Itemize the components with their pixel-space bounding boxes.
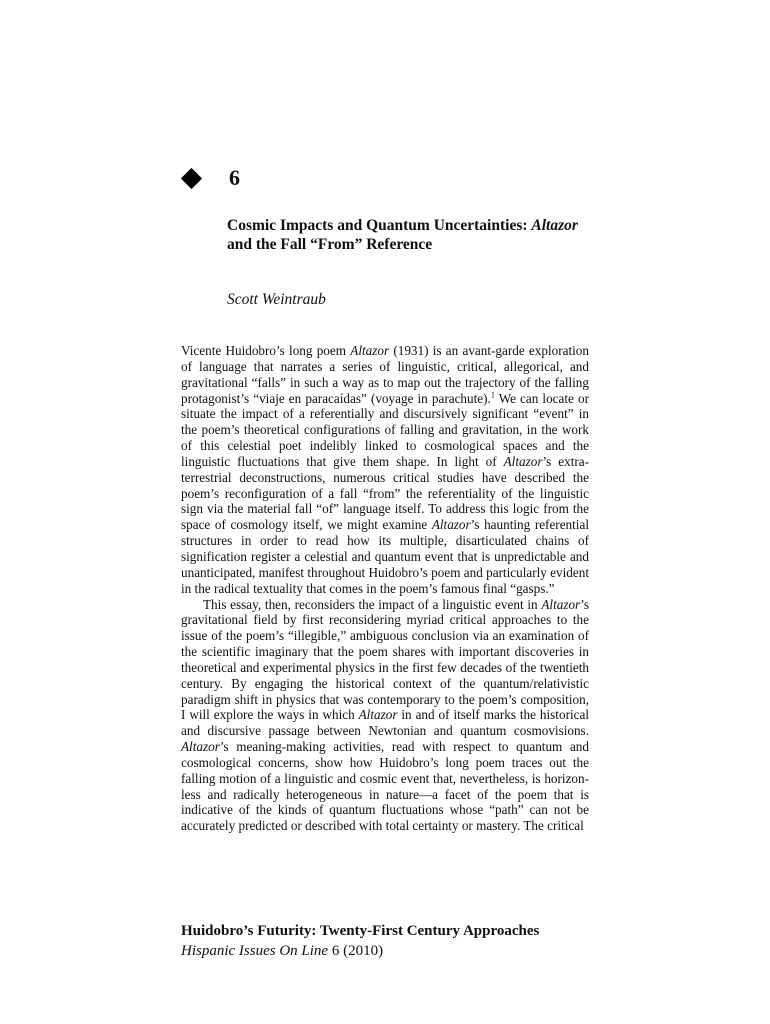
italic-work-title: Altazor <box>350 343 390 358</box>
body-text <box>181 343 589 834</box>
text-run: ’s haunting referential structures in order to read how its multiple, disarticulated chains of signification register a celestial and quantum event that is unpredictable and unanticipated, manifest throughout Huidobro’s poem and particularly evident in the radical textuality that comes in the poem’s famous final “gasps.” <box>181 517 589 596</box>
chapter-number: 6 <box>229 165 240 190</box>
text-run: ’s extra-terrestrial deconstructions, numerous critical studies have described the poem’s reconfiguration of a fall “from” the referentiality of the linguistic sign via the material fall “of” language itself. To address this logic from the space of cosmology itself, we might examine <box>181 453 590 533</box>
italic-work-title: Altazor <box>181 739 220 755</box>
italic-work-title: Altazor <box>503 453 543 469</box>
text-run: (1931) is an avant-garde exploration of language that narrates a series of linguistic, critical, allegorical, and gravitational “falls” in such a way as to map out the trajectory of the falling protagonist’s “viaje en paracaídas” (voyage in parachute). <box>181 343 589 406</box>
paragraph <box>181 597 589 835</box>
footnote-marker: 1 <box>490 390 495 400</box>
author-name: Scott Weintraub <box>227 291 326 308</box>
text-run: Vicente Huidobro’s long poem <box>181 343 351 358</box>
italic-work-title: Altazor <box>541 596 581 612</box>
chapter-title <box>227 216 607 254</box>
journal-citation <box>181 941 601 961</box>
text-run: This essay, then, reconsiders the impact of a linguistic event in <box>203 596 542 612</box>
book-title: Huidobro’s Futurity: Twenty-First Century Approaches <box>181 923 540 939</box>
diamond-icon <box>181 163 199 193</box>
text-run: We can locate or situate the impact of a referentially and discursively significant “event” in the poem’s theoretical configurations of falling and gravitation, in the work of this celestial poet indelibly linked to cosmological spaces and the linguistic fluctuations that give them shape. In light of <box>181 390 589 469</box>
chapter-title-line-1 <box>227 216 607 235</box>
journal-issue: 6 (2010) <box>328 943 384 959</box>
paragraph <box>181 343 589 597</box>
journal-name: Hispanic Issues On Line <box>181 943 329 959</box>
italic-work-title: Altazor <box>431 517 471 533</box>
text-run: ’s gravitational field by first reconsidering myriad critical approaches to the issue of the poem’s “illegible,” ambiguous conclusion via an examination of the scientific imaginary that the poem shares with important discoveries in theoretical and experimental physics in the first few decades of the twentieth century. By engaging the historical context of the quantum/relativistic paradigm shift in physics that was contemporary to the poem’s composition, I will explore the ways in which <box>181 596 589 723</box>
chapter-title-text: Cosmic Impacts and Quantum Uncertainties: <box>227 217 532 234</box>
page-footer <box>181 921 601 961</box>
text-run: ’s meaning-making activities, read with respect to quantum and cosmological concerns, show how Huidobro’s long poem traces out the falling motion of a linguistic and cosmic event that, nevertheless, is horizon-less and radically heterogeneous in nature—a facet of the poem that is indicative of the kinds of quantum fluctuations whose “path” can not be accurately predicted or described with total certainty or mastery. The critical <box>181 739 589 834</box>
chapter-title-work: Altazor <box>531 217 578 234</box>
italic-work-title: Altazor <box>358 707 398 723</box>
chapter-title-line-2: and the Fall “From” Reference <box>227 236 433 253</box>
text-run: in and of itself marks the historical and discursive passage between Newtonian and quantum cosmovisions. <box>181 707 589 739</box>
